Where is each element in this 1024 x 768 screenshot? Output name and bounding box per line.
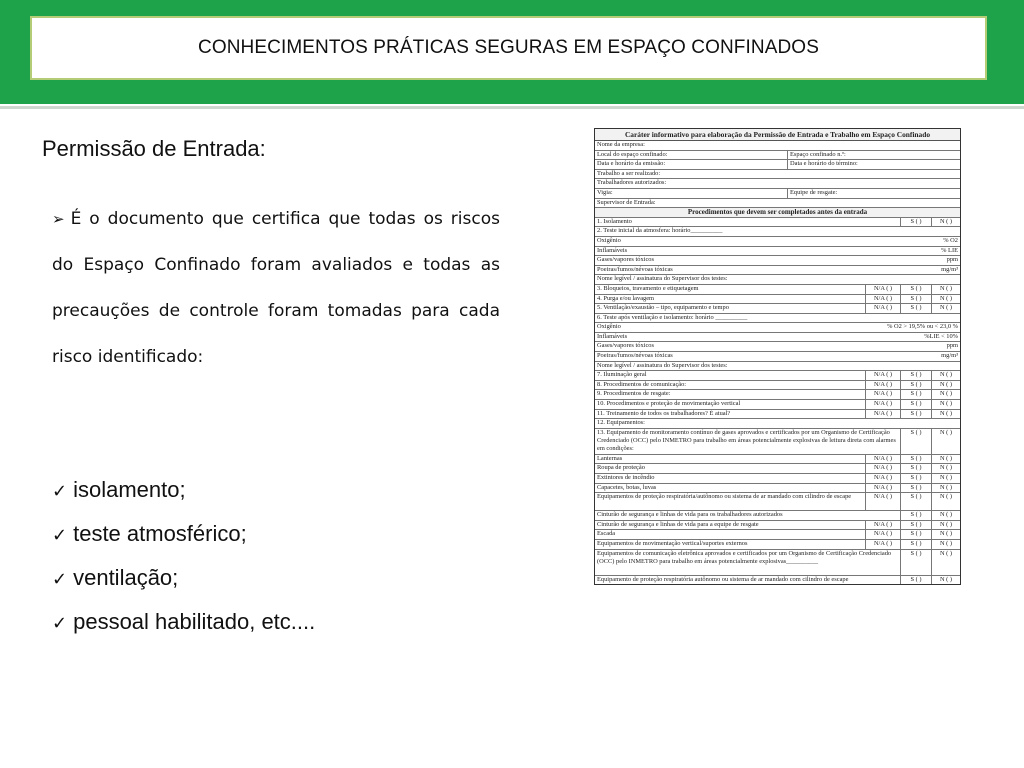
section-heading: Permissão de Entrada: [42, 136, 266, 161]
table-row: Trabalho a ser realizado: [595, 170, 960, 180]
table-row: 4. Purga e/ou lavagem N/A ( ) S ( ) N ( ) [595, 295, 960, 305]
table-row: Gases/vapores tóxicos ppm [595, 256, 960, 266]
title-box [30, 16, 987, 80]
table-row: Local do espaço confinado: Espaço confinado n.º: [595, 151, 960, 161]
table-row: Gases/vapores tóxicos ppm [595, 342, 960, 352]
table-row: 3. Bloqueios, travamento e etiquetagem N/A ( ) S ( ) N ( ) [595, 285, 960, 295]
table-row: Trabalhadores autorizados: [595, 179, 960, 189]
table-row: 9. Procedimentos de resgate: N/A ( ) S ( ) N ( ) [595, 390, 960, 400]
table-row: 8. Procedimentos de comunicação: N/A ( ) S ( ) N ( ) [595, 381, 960, 391]
table-row: Inflamáveis % LIE [595, 247, 960, 257]
table-row: Nome legível / assinatura do Supervisor dos testes: [595, 275, 960, 285]
arrow-bullet-icon: ➢ [52, 210, 65, 228]
table-row: Capacetes, botas, luvas N/A ( ) S ( ) N ( ) [595, 484, 960, 494]
checkmark-icon: ✓ [52, 569, 68, 590]
table-row: Lanternas N/A ( ) S ( ) N ( ) [595, 455, 960, 465]
table-row: Inflamáveis %LIE < 10% [595, 333, 960, 343]
table-row: 2. Teste inicial da atmosfera: horário__________ [595, 227, 960, 237]
table-row: 13. Equipamento de monitoramento contínuo de gases aprovados e certificados por um Organismo de Certificação Credenciado (OCC) pelo INMETRO para trabalho em áreas potencialmente explosivas de leitura direta com alarmes em condições: S ( ) N ( ) [595, 429, 960, 455]
table-row: Equipamentos de comunicação eletrônica aprovados e certificados por um Organismo de Certificação Credenciado (OCC) pelo INMETRO para trabalho em áreas potencialmente explosivas__________ S ( ) N ( ) [595, 550, 960, 576]
table-row: Data e horário da emissão: Data e horário do término: [595, 160, 960, 170]
table-row: 10. Procedimentos e proteção de movimentação vertical N/A ( ) S ( ) N ( ) [595, 400, 960, 410]
checkmark-icon: ✓ [52, 481, 68, 502]
checkmark-icon: ✓ [52, 613, 68, 634]
table-row: Equipamentos de proteção respiratória/autônomo ou sistema de ar mandado com cilindro de escape N/A ( ) S ( ) N ( ) [595, 493, 960, 511]
header-divider [0, 106, 1024, 109]
list-item: ✓ ventilação; [52, 565, 179, 590]
table-row: Vigia: Equipe de resgate: [595, 189, 960, 199]
table-row: 7. Iluminação geral N/A ( ) S ( ) N ( ) [595, 371, 960, 381]
list-item: ✓ teste atmosférico; [52, 521, 247, 546]
table-row: Roupa de proteção N/A ( ) S ( ) N ( ) [595, 464, 960, 474]
table-row: 5. Ventilação/exaustão – tipo, equipamento e tempo N/A ( ) S ( ) N ( ) [595, 304, 960, 314]
table-row: Extintores de incêndio N/A ( ) S ( ) N ( ) [595, 474, 960, 484]
table-row: Equipamentos de movimentação vertical/suportes externos N/A ( ) S ( ) N ( ) [595, 540, 960, 550]
form-title: Caráter informativo para elaboração da Permissão de Entrada e Trabalho em Espaço Confinado [595, 129, 960, 141]
table-row: Nome legível / assinatura do Supervisor dos testes: [595, 362, 960, 372]
table-row: Poeiras/fumos/névoas tóxicas mg/m³ [595, 266, 960, 276]
table-row: Nome da empresa: [595, 141, 960, 151]
table-row: 12. Equipamentos: [595, 419, 960, 429]
checkmark-icon: ✓ [52, 525, 68, 546]
slide-title: CONHECIMENTOS PRÁTICAS SEGURAS EM ESPAÇO CONFINADOS [198, 37, 819, 58]
definition-paragraph [52, 196, 500, 380]
table-row: 11. Treinamento de todos os trabalhadores? É atual? N/A ( ) S ( ) N ( ) [595, 410, 960, 420]
table-row: Equipamento de proteção respiratória autônomo ou sistema de ar mandado com cilindro de escape S ( ) N ( ) [595, 576, 960, 585]
table-row: Escada N/A ( ) S ( ) N ( ) [595, 530, 960, 540]
table-row: Cinturão de segurança e linhas de vida para os trabalhadores autorizados S ( ) N ( ) [595, 511, 960, 521]
checklist [52, 474, 315, 650]
entry-permit-form-image [594, 128, 961, 585]
list-item: ✓ pessoal habilitado, etc.... [52, 609, 316, 634]
table-row: Supervisor de Entrada: [595, 199, 960, 209]
definition-text: É o documento que certifica que todas os riscos do Espaço Confinado foram avaliados e todas as precauções de controle foram tomadas para cada risco identificado: [52, 209, 500, 367]
table-row: Cinturão de segurança e linhas de vida para a equipe de resgate N/A ( ) S ( ) N ( ) [595, 521, 960, 531]
table-row: 1. Isolamento S ( ) N ( ) [595, 218, 960, 228]
table-row: Oxigênio % O2 > 19,5% ou < 23,0 % [595, 323, 960, 333]
list-item: ✓ isolamento; [52, 477, 186, 502]
table-row: Poeiras/fumos/névoas tóxicas mg/m³ [595, 352, 960, 362]
table-row: Procedimentos que devem ser completados antes da entrada [595, 208, 960, 218]
table-row: 6. Teste após ventilação e isolamento: horário __________ [595, 314, 960, 324]
table-row: Oxigênio % O2 [595, 237, 960, 247]
